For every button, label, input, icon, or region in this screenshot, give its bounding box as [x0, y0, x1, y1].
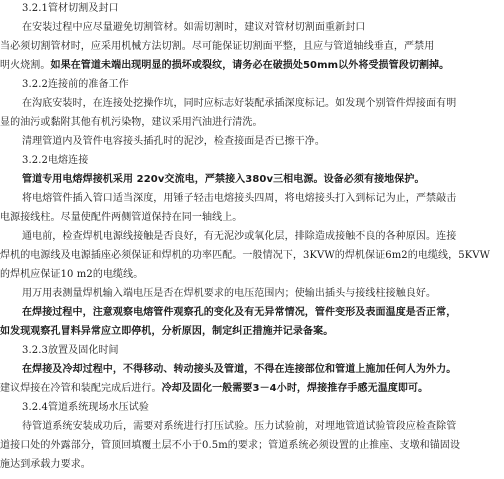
paragraph-line: 待管道系统安装成功后，需要对系统进行打压试验。压力试验前，对埋地管道试验管段应检查除管: [22, 421, 457, 432]
paragraph-line: 将电熔管件插入管口适当深度，用锤子轻击电熔接头四周，将电熔接头打入到标记为止，严禁敲击: [22, 193, 457, 204]
paragraph-line: 清理管道内及管件电容接头插孔时的泥沙，检查接面是否已擦干净。: [22, 136, 325, 147]
section-heading: 3.2.4管道系统现场水压试验: [22, 402, 149, 413]
section-heading: 3.2.3放置及固化时间: [22, 345, 119, 356]
paragraph-line: 在沟底安装时，在连接处挖操作坑，同时应标志好装配承插深度标记。如发现个别管件焊接面有明: [22, 98, 457, 109]
paragraph-line: 电源接线柱。尽量使配件两侧管道保持在同一轴线上。: [0, 212, 243, 223]
emphasis-line: 如发现观察孔冒料异常应立即停机，分析原因，制定纠正措施并记录备案。: [0, 326, 334, 337]
emphasis-text: 如果在管道未端出现明显的损坏或裂纹，请务必在破损处50mm以外将受损管段切割掉。: [50, 60, 450, 71]
emphasis-line: 管道专用电熔焊接机采用 220v交流电，严禁接入380v三相电源。设备必须有接地保护。: [22, 174, 425, 185]
paragraph-line: 显的油污或黏附其他有机污染物，建议采用汽油进行清洗。: [0, 117, 263, 128]
paragraph-line: 施达到承载力要求。: [0, 459, 91, 470]
emphasis-text: 冷却及固化一般需要3－4小时，焊接推存手感无温度即可。: [161, 383, 429, 394]
paragraph-fragment: 明火烧割。: [0, 60, 51, 71]
paragraph-line: 当必须切割管材时，应采用机械方法切割。尽可能保证切割面平整，且应与管道轴线垂直，严禁用: [0, 41, 435, 52]
paragraph-line: 焊机的电源线及电源插座必须保证和焊机的功率匹配。一般情况下，3KVW的焊机保证6m2的电缆线，5KVW: [0, 250, 490, 261]
paragraph-line: 用万用表测量焊机输入端电压是否在焊机要求的电压范围内；使输出插头与接线柱接触良好。: [22, 288, 437, 299]
emphasis-line: 在焊接过程中，注意观察电熔管件观察孔的变化及有无异常情况，管件变形及表面温度是否正常，: [22, 307, 457, 318]
paragraph-line-mixed: [0, 382, 504, 396]
paragraph-line-mixed: [0, 59, 504, 73]
emphasis-line: 在焊接及冷却过程中，不得移动、转动接头及管道，不得在连接部位和管道上施加任何人为外力。: [22, 364, 457, 375]
paragraph-fragment: 建议焊接在冷管和装配完成后进行。: [0, 383, 162, 394]
paragraph-line: 的焊机应保证10 m2的电缆线。: [0, 269, 144, 280]
section-heading: 3.2.1管材切割及封口: [22, 3, 119, 14]
section-heading: 3.2.2连接前的准备工作: [22, 79, 129, 90]
paragraph-line: 通电前，检查焊机电源线接触是否良好，有无泥沙或氧化层，排除造成接触不良的各种原因。连接: [22, 231, 457, 242]
paragraph-line: 道接口处的外露部分，管顶回填覆土层不小于0.5m的要求；管道系统必须设置的止推座、支墩和锚固设: [0, 440, 461, 451]
section-heading: 3.2.2电熔连接: [22, 155, 89, 166]
paragraph-line: 在安装过程中应尽量避免切割管材。如需切割时，建议对管材切割面重新封口: [22, 22, 366, 33]
